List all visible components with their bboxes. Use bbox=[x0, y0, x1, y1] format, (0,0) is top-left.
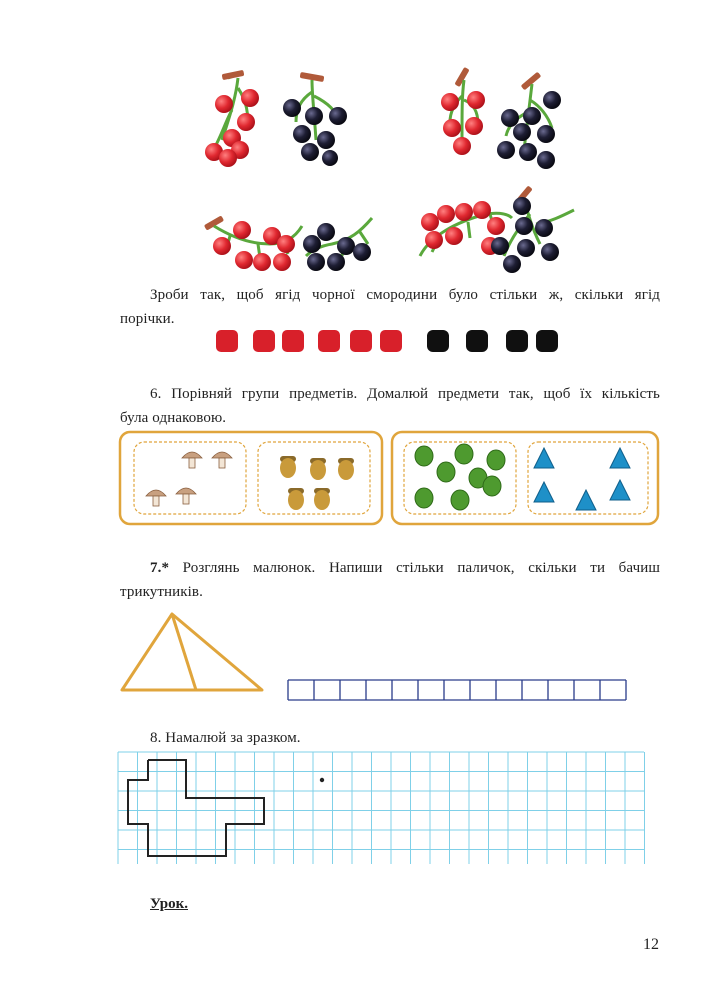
page-number: 12 bbox=[643, 936, 659, 953]
red-square bbox=[282, 330, 304, 352]
berry-squares-row bbox=[0, 320, 720, 360]
task6-text-line2: була однаковою. bbox=[120, 410, 227, 426]
black-currant-branch bbox=[303, 218, 372, 271]
task6-text-line1: 6. Порівняй групи предметів. Домалюй предмети так, щоб їх кількість bbox=[150, 386, 660, 402]
red-square bbox=[253, 330, 275, 352]
red-currant-cluster bbox=[441, 67, 485, 155]
red-currant-cluster bbox=[205, 70, 259, 167]
black-square bbox=[536, 330, 558, 352]
task7-line1: Розглянь малюнок. Напиши стільки паличок, скільки ти бачиш bbox=[169, 560, 660, 576]
red-square bbox=[318, 330, 340, 352]
lesson-label: Урок. bbox=[150, 896, 189, 912]
task7-text-line2: трикутників. bbox=[120, 584, 203, 600]
answer-cells[interactable] bbox=[0, 676, 720, 706]
currant-illustration bbox=[0, 0, 720, 280]
red-currant-branch bbox=[204, 215, 302, 271]
task5-text-line2: порічки. bbox=[120, 311, 175, 327]
task5-text-line1: Зроби так, щоб ягід чорної смородини було стільки ж, скільки ягід bbox=[150, 287, 660, 303]
task8-text: 8. Намалюй за зразком. bbox=[150, 730, 301, 746]
red-square bbox=[380, 330, 402, 352]
black-square bbox=[506, 330, 528, 352]
drawing-grid[interactable] bbox=[0, 748, 720, 878]
compare-groups bbox=[0, 428, 720, 538]
red-square bbox=[350, 330, 372, 352]
start-dot bbox=[320, 778, 324, 782]
black-currant-cluster bbox=[497, 72, 561, 169]
task7-text-line1 bbox=[150, 556, 660, 580]
red-square bbox=[216, 330, 238, 352]
black-square bbox=[427, 330, 449, 352]
task7-number: 7.* bbox=[150, 560, 170, 576]
black-currant-cluster bbox=[283, 72, 347, 166]
black-square bbox=[466, 330, 488, 352]
